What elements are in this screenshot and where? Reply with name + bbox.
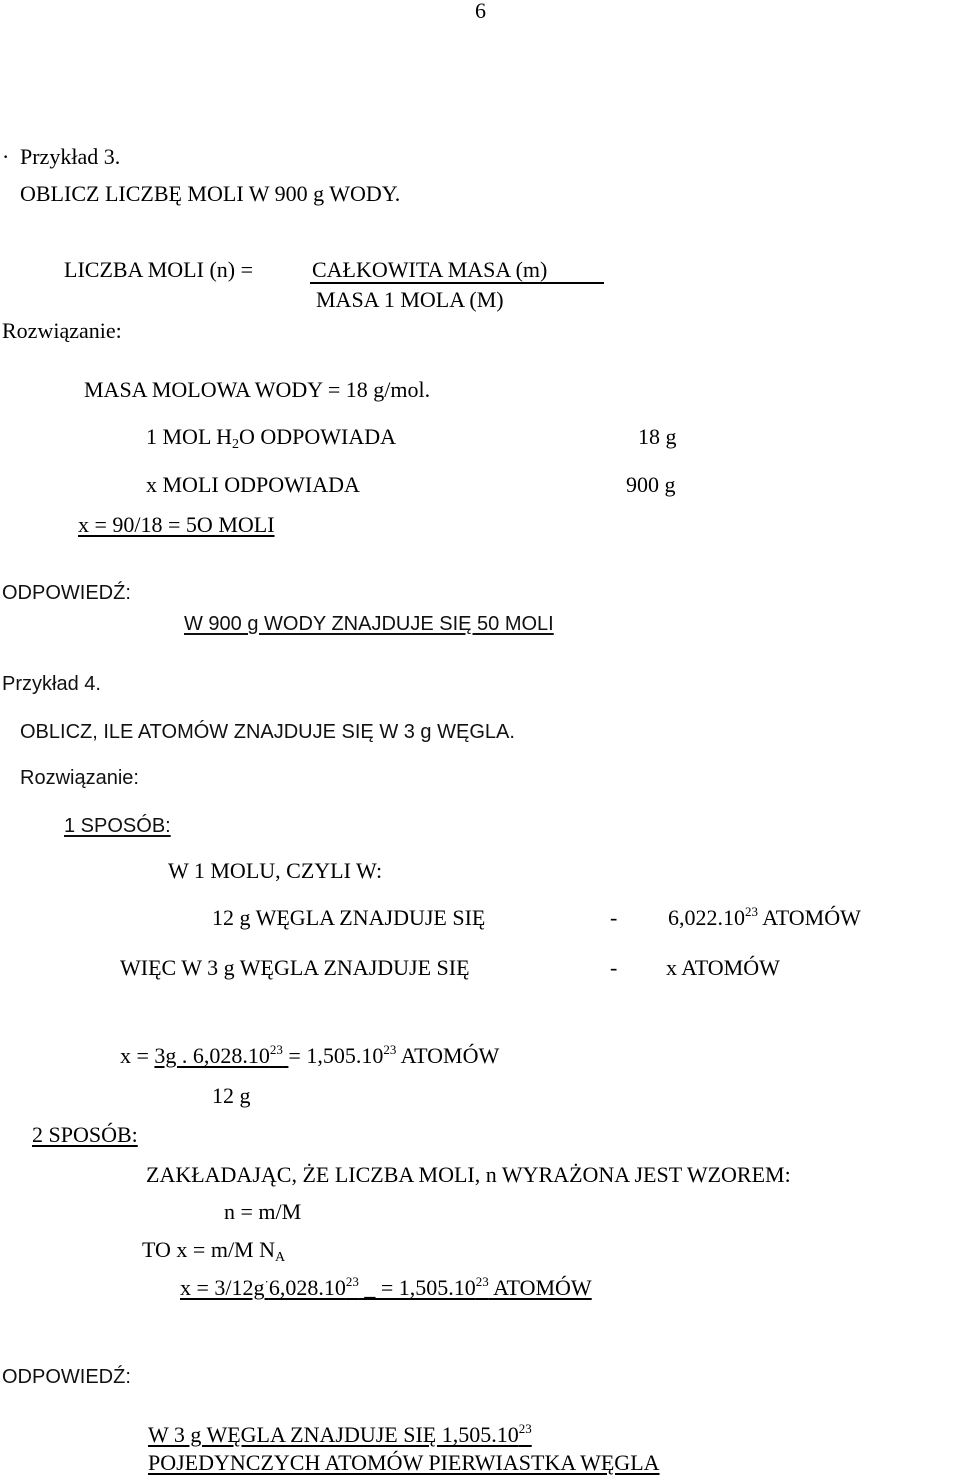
page-number: 6 [475, 0, 486, 23]
calc-denominator: 12 g [212, 1083, 251, 1108]
answer-label: ODPOWIEDŹ: [2, 582, 131, 604]
method2-intro: ZAKŁADAJĄC, ŻE LICZBA MOLI, n WYRAŻONA JEST WZOREM: [146, 1162, 791, 1187]
proportion-row-1: 1 MOL $H_2O$ ODPOWIADA [146, 424, 397, 452]
m1-row1-left: 12 g WĘGLA ZNAJDUJE SIĘ [212, 905, 486, 930]
solution-label: Rozwiązanie: [2, 318, 122, 343]
answer-line-1: W 3 g WĘGLA ZNAJDUJE SIĘ 1,505.10$^{23}$ [148, 1421, 532, 1447]
m1-row1-value: 6,022.10$^{23}$ ATOMÓW [668, 904, 861, 930]
example3-title: Przykład 3. [20, 144, 121, 169]
method1-label: 1 SPOSÓB: [64, 815, 171, 837]
m1-row2-value: x ATOMÓW [666, 955, 780, 980]
proportion-row-1-value: 18 g [638, 424, 677, 449]
bullet: · [2, 144, 10, 169]
fraction-bar [310, 282, 604, 284]
m1-row2-left: WIĘC W 3 g WĘGLA ZNAJDUJE SIĘ [120, 955, 470, 980]
example3-task: OBLICZ LICZBĘ MOLI W 900 g WODY. [20, 181, 401, 206]
formula-left: LICZBA MOLI (n) = [64, 257, 253, 282]
calc-line: x = 3g . $6,028.10^{23} = 1,505.10^{23}$ ATOMÓW [120, 1042, 500, 1068]
example4-answer-label: ODPOWIEDŹ: [2, 1366, 131, 1388]
example4-title: Przykład 4. [2, 673, 101, 695]
m2-formula: n = m/M [224, 1199, 302, 1224]
example4-task: OBLICZ, ILE ATOMÓW ZNAJDUJE SIĘ W 3 g WĘGLA. [20, 721, 515, 743]
m1-row2-dash: - [610, 955, 618, 980]
method2-label: 2 SPOSÓB: [32, 1122, 138, 1147]
answer-text: W 900 g WODY ZNAJDUJE SIĘ 50 MOLI [184, 613, 554, 635]
m2-to-line: TO x = m/M $N_A$ [142, 1237, 286, 1265]
m2-calc-line: $x = 3/12g^\cdot 6,028.10^{23}$ _ = $1,505.10^{23}$ ATOMÓW [180, 1274, 592, 1300]
m1-row1-dash: - [610, 905, 618, 930]
result-line: x = 90/18 = 5O MOLI [78, 512, 275, 537]
formula-numerator: CAŁKOWITA MASA (m) [312, 257, 548, 282]
proportion-row-2: x MOLI ODPOWIADA [146, 472, 360, 497]
method1-intro: W 1 MOLU, CZYLI W: [168, 858, 383, 883]
molar-mass-line: MASA MOLOWA WODY = 18 g/mol. [84, 377, 431, 402]
example4-solution-label: Rozwiązanie: [20, 767, 139, 789]
answer-line-2: POJEDYNCZYCH ATOMÓW PIERWIASTKA WĘGLA [148, 1450, 660, 1475]
proportion-row-2-value: 900 g [626, 472, 676, 497]
formula-denominator: MASA 1 MOLA (M) [316, 287, 504, 312]
